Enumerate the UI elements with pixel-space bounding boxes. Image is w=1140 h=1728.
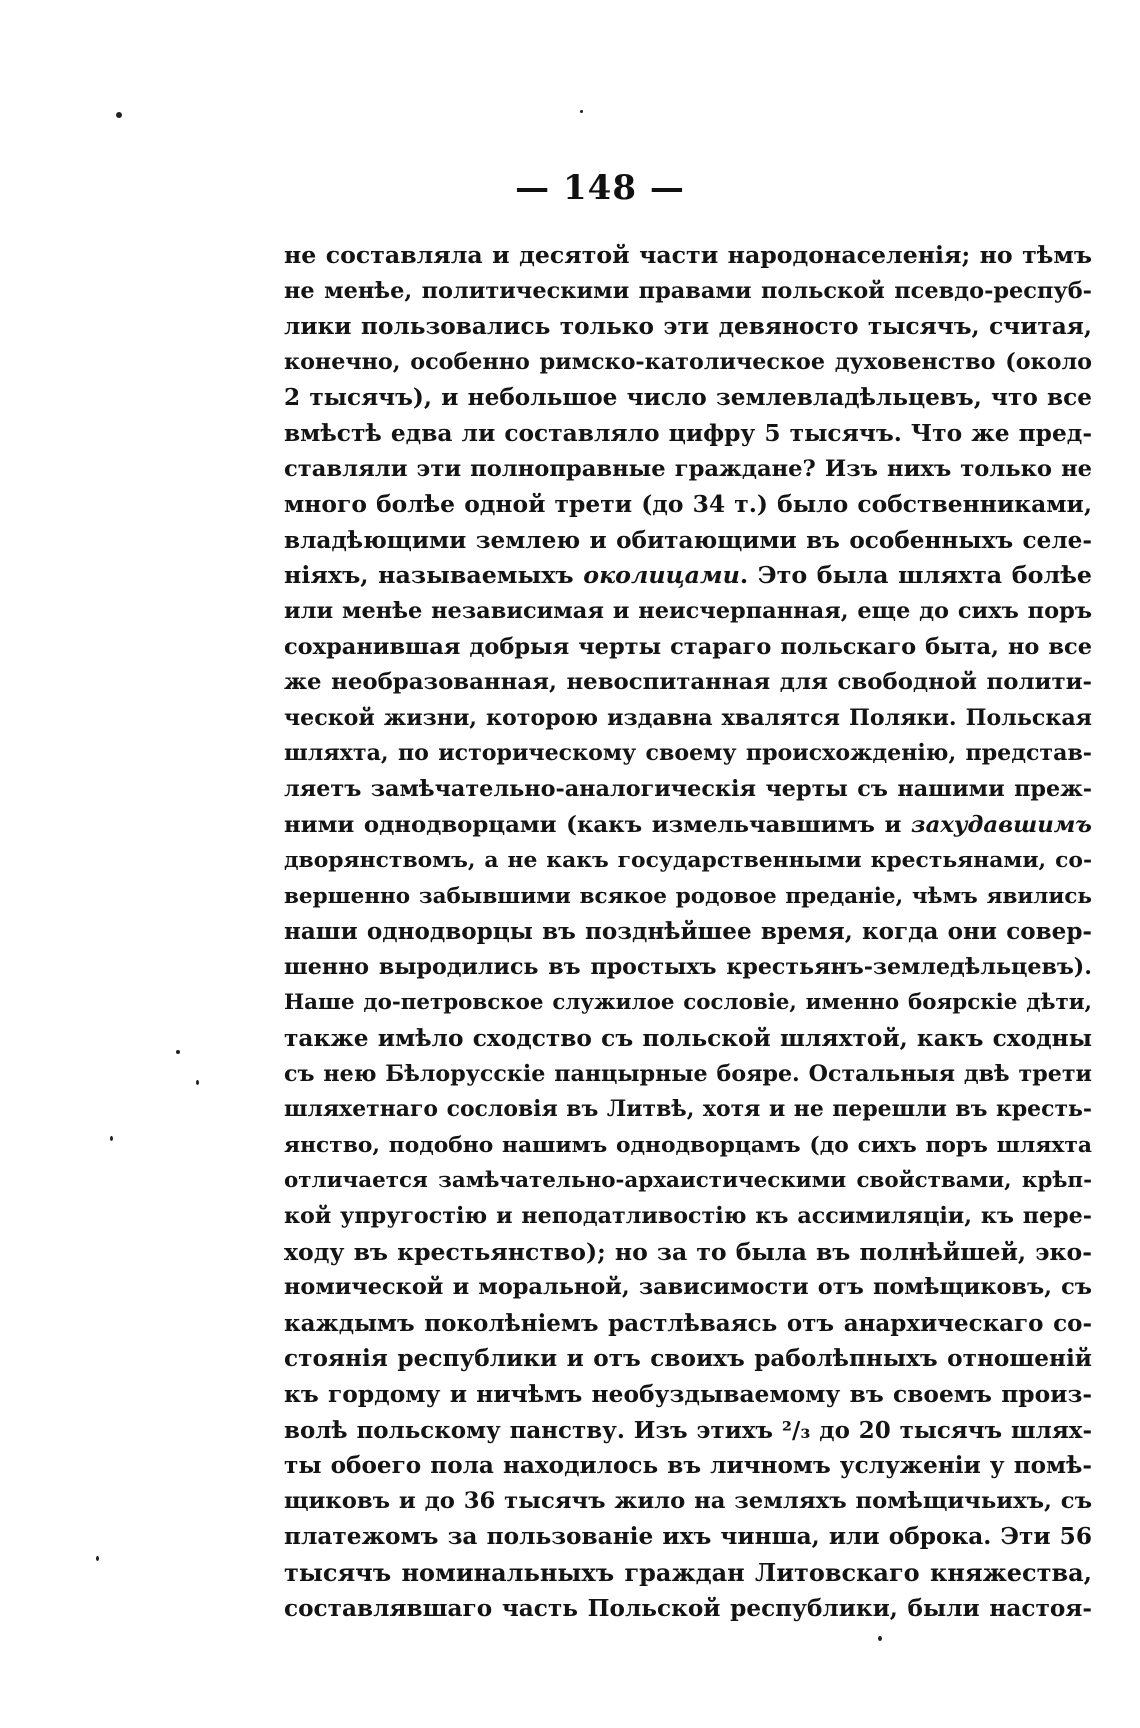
text-segment: наши однодворцы въ позднѣйшее время, когда они совер- [284, 918, 1092, 946]
text-segment: ляетъ замѣчательно-аналогическія черты съ нашими преж- [284, 775, 1092, 802]
text-segment: составлявшаго часть Польской республики, были настоя- [284, 1594, 1092, 1622]
text-segment: Наше до-петровское служилое сословіе, именно боярскіе дѣти, [284, 990, 1092, 1016]
text-line [284, 1377, 1092, 1413]
scan-speck [96, 1556, 99, 1561]
text-segment: ходу въ крестьянство); но за то была въ полнѣйшей, эко- [284, 1237, 1092, 1266]
text-line [284, 665, 1092, 701]
text-line [284, 1128, 1092, 1164]
text-line [284, 1413, 1092, 1449]
text-line [284, 772, 1092, 808]
text-line [284, 487, 1092, 523]
text-segment: ними однодворцами (какъ измельчавшимъ и [284, 811, 912, 838]
text-line [284, 985, 1092, 1021]
text-segment: съ нею Бѣлорусскіе панцырные бояре. Остальныя двѣ трети [284, 1060, 1092, 1087]
text-segment: . Это была шляхта болѣе [739, 561, 1092, 590]
text-segment: лики пользовались только эти девяносто тысячъ, считая, [284, 313, 1092, 341]
text-segment: владѣющими землею и обитающими въ особенныхъ селе- [284, 526, 1092, 554]
text-segment: вершенно забывшими всякое родовое преданіе, чѣмъ явились [284, 883, 1092, 909]
text-line [284, 843, 1092, 879]
text-line [284, 1519, 1092, 1555]
text-segment: не составляла и десятой части народонаселенія; но тѣмъ [284, 241, 1092, 269]
text-line [284, 416, 1092, 452]
text-line [284, 452, 1092, 488]
scan-speck [116, 112, 122, 118]
text-line [284, 1591, 1092, 1627]
text-segment: сохранившая добрыя черты стараго польскаго быта, но все [284, 633, 1092, 660]
text-segment: отличается замѣчательно-архаистическими свойствами, крѣп- [284, 1168, 1092, 1194]
text-segment: тысячъ номинальныхъ граждан Литовскаго княжества, [284, 1557, 1092, 1587]
text-segment: дворянствомъ, а не какъ государственными крестьянами, со- [284, 848, 1092, 874]
text-segment: же необразованная, невоспитанная для свободной полити- [284, 669, 1092, 696]
scan-speck [878, 1636, 882, 1641]
page-number: — 148 — [515, 168, 685, 208]
text-line [284, 523, 1092, 559]
text-line [284, 1163, 1092, 1199]
text-line [284, 1057, 1092, 1093]
text-segment: ческой жизни, которою издавна хвалятся Поляки. Польская [284, 704, 1092, 731]
body-text [284, 238, 1092, 1626]
text-line [284, 1199, 1092, 1235]
scan-speck [196, 1080, 199, 1085]
text-line [284, 630, 1092, 666]
text-line [284, 736, 1092, 772]
text-segment: стоянія республики и отъ своихъ раболѣпныхъ отношеній [284, 1345, 1092, 1373]
text-line [284, 1484, 1092, 1520]
text-segment: 2 тысячъ), и небольшое число землевладѣльцевъ, что все [284, 384, 1092, 412]
text-line [284, 879, 1092, 915]
text-line [284, 1448, 1092, 1484]
italic-text-segment: захудавшимъ [911, 811, 1092, 838]
scan-speck [176, 1050, 180, 1054]
text-segment: шенно выродились въ простыхъ крестьянъ-земледѣльцевъ). [284, 953, 1092, 980]
text-segment: конечно, особенно римско-католическое духовенство (около [284, 348, 1092, 375]
text-segment: волѣ польскому панству. Изъ этихъ ²/₃ до 20 тысячъ шлях- [284, 1416, 1092, 1444]
scan-speck [110, 1136, 113, 1141]
text-line [284, 1021, 1092, 1057]
text-line [284, 594, 1092, 630]
text-segment: или менѣе независимая и неисчерпанная, еще до сихъ поръ [284, 597, 1092, 624]
text-line [284, 701, 1092, 737]
text-line [284, 238, 1092, 274]
text-line [284, 1235, 1092, 1271]
text-segment: номической и моральной, зависимости отъ помѣщиковъ, съ [284, 1274, 1092, 1301]
text-segment: янство, подобно нашимъ однодворцамъ (до сихъ поръ шляхта [284, 1132, 1092, 1158]
text-line [284, 1341, 1092, 1377]
text-segment: шляхетнаго сословія въ Литвѣ, хотя и не перешли въ кресть- [284, 1096, 1092, 1123]
text-segment: ніяхъ, называемыхъ [284, 561, 584, 590]
text-line [284, 950, 1092, 986]
text-line [284, 1270, 1092, 1306]
text-line [284, 309, 1092, 345]
text-segment: также имѣло сходство съ польской шляхтой, какъ сходны [284, 1025, 1092, 1053]
text-line [284, 380, 1092, 416]
text-segment: каждымъ поколѣніемъ растлѣваясь отъ анархическаго со- [284, 1309, 1092, 1337]
text-segment: платежомъ за пользованіе ихъ чинша, или оброка. Эти 56 [284, 1523, 1092, 1551]
text-line [284, 1092, 1092, 1128]
text-segment: вмѣстѣ едва ли составляло цифру 5 тысячъ. Что же пред- [284, 419, 1092, 447]
text-segment: шляхта, по историческому своему происхожденію, представ- [284, 740, 1092, 767]
text-line [284, 1555, 1092, 1591]
text-segment: щиковъ и до 36 тысячъ жило на земляхъ помѣщичьихъ, съ [284, 1487, 1092, 1514]
text-line [284, 274, 1092, 310]
text-segment: ставляли эти полноправные граждане? Изъ нихъ только не [284, 455, 1092, 482]
scan-speck [580, 110, 583, 113]
italic-text-segment: околицами [583, 561, 740, 590]
text-segment: много болѣе одной трети (до 34 т.) было собственниками, [284, 490, 1092, 519]
text-line [284, 808, 1092, 844]
text-line [284, 345, 1092, 381]
text-line [284, 914, 1092, 950]
text-segment: кой упругостію и неподатливостію къ ассимиляціи, къ пере- [284, 1203, 1092, 1230]
text-segment: ты обоего пола находилось въ личномъ услуженіи у помѣ- [284, 1452, 1092, 1480]
text-line [284, 1306, 1092, 1342]
text-line [284, 558, 1092, 594]
text-segment: не менѣе, политическими правами польской псевдо-респуб- [284, 277, 1092, 304]
text-segment: къ гордому и ничѣмъ необуздываемому въ своемъ произ- [284, 1381, 1092, 1408]
